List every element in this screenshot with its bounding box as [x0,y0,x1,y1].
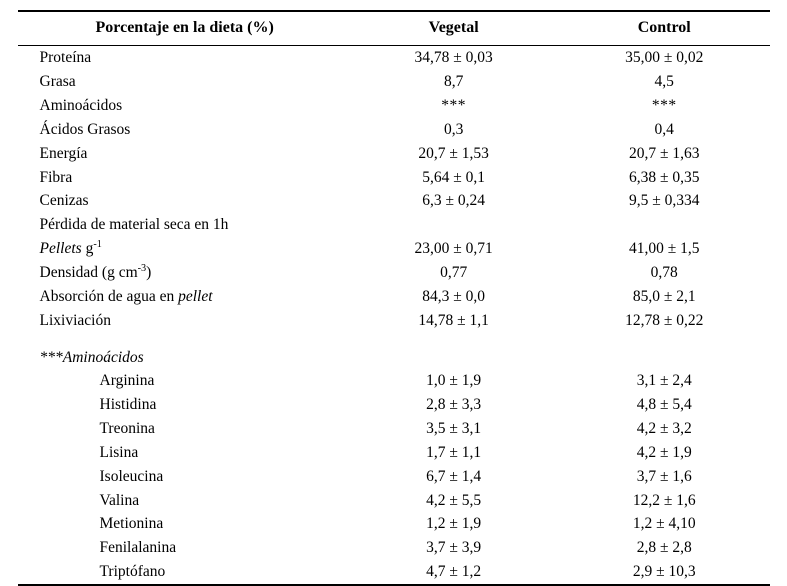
table-row [18,512,770,536]
row-label: Ácidos Grasos [39,120,131,138]
table-row [18,308,770,332]
row-value-vegetal: 2,8 ± 3,3 [426,396,482,414]
row-value-vegetal: 1,7 ± 1,1 [426,443,482,461]
row-value-control: 20,7 ± 1,63 [628,144,700,162]
row-value-control: 6,38 ± 0,35 [628,168,700,186]
row-value-control: 3,1 ± 2,4 [636,372,692,390]
row-label: Triptófano [99,563,166,581]
section-title-spacer-control [559,345,770,369]
row-value-control: 35,00 ± 0,02 [625,49,704,67]
row-label-plain: g [81,240,94,258]
table-row [18,417,770,441]
row-value-vegetal: 34,78 ± 0,03 [414,49,493,67]
row-value-vegetal: 23,00 ± 0,71 [414,240,493,258]
table-row [18,393,770,417]
row-label: Treonina [99,420,155,438]
row-value-vegetal: 4,2 ± 5,5 [426,491,482,509]
table-row [18,284,770,308]
row-value-vegetal: 84,3 ± 0,0 [422,287,486,305]
row-value-vegetal: 6,7 ± 1,4 [426,467,482,485]
row-value-vegetal: 5,64 ± 0,1 [422,168,486,186]
section-title-spacer-vegetal [348,345,559,369]
header-row [18,12,770,46]
row-label: Pérdida de material seca en 1h [39,216,229,234]
table-row [18,488,770,512]
table-row [18,213,770,237]
table-row [18,189,770,213]
table-row [18,369,770,393]
section-title-row [18,345,770,369]
row-value-control: 4,2 ± 1,9 [636,443,692,461]
row-value-vegetal: 0,77 [440,263,468,281]
row-label: Aminoácidos [39,97,123,115]
row-value-control: 12,78 ± 0,22 [625,311,704,329]
row-value-control: 4,8 ± 5,4 [636,396,692,414]
row-label: Valina [99,491,140,509]
table-row [18,464,770,488]
amino-acids-section-title: ***Aminoácidos [39,348,144,366]
row-label-italic: Pellets [39,240,82,258]
table-row [18,237,770,261]
row-value-vegetal: 4,7 ± 1,2 [426,563,482,581]
row-label [18,237,349,261]
row-value-control: 2,9 ± 10,3 [632,563,696,581]
row-label: Lixiviación [39,311,111,329]
table-row [18,441,770,465]
table-row [18,536,770,560]
row-label-superscript: -3 [137,262,147,274]
row-value-vegetal: 3,5 ± 3,1 [426,420,482,438]
row-value-vegetal: 8,7 [443,73,464,91]
row-label: Proteína [39,49,92,67]
row-label-plain-pre: Absorción de agua en [39,287,179,305]
row-value-control: 9,5 ± 0,334 [628,192,700,210]
row-value-vegetal [348,213,559,237]
table-header [18,11,770,46]
diet-composition-table [18,10,770,586]
table-row [18,118,770,142]
row-label: Metionina [99,515,164,533]
row-label: Lisina [99,443,139,461]
row-label [18,261,349,285]
row-value-control: *** [651,97,677,115]
row-label: Fenilalanina [99,539,177,557]
table-row [18,70,770,94]
row-label-plain-post: ) [146,263,152,281]
row-value-control: 3,7 ± 1,6 [636,467,692,485]
row-label: Cenizas [39,192,89,210]
row-label: Histidina [99,396,157,414]
row-label: Isoleucina [99,467,164,485]
row-value-vegetal: *** [441,97,467,115]
row-label: Energía [39,144,88,162]
row-value-vegetal: 3,7 ± 3,9 [426,539,482,557]
row-label [18,284,349,308]
table-row [18,141,770,165]
section-spacer [18,332,770,345]
top-margin [0,0,787,10]
row-value-vegetal: 6,3 ± 0,24 [422,192,486,210]
row-label: Grasa [39,73,76,91]
row-value-vegetal: 1,2 ± 1,9 [426,515,482,533]
row-value-vegetal: 0,3 [443,120,464,138]
row-value-control: 12,2 ± 1,6 [632,491,696,509]
column-header-vegetal: Vegetal [428,19,479,36]
row-value-control: 85,0 ± 2,1 [632,287,696,305]
row-label-superscript: -1 [93,238,102,250]
table-row [18,560,770,585]
row-value-vegetal: 20,7 ± 1,53 [418,144,489,162]
bottom-rule [18,585,770,586]
row-label-plain-pre: Densidad (g cm [39,263,138,281]
row-value-control: 4,2 ± 3,2 [636,420,692,438]
table-row [18,94,770,118]
row-value-vegetal: 14,78 ± 1,1 [418,311,489,329]
row-value-control: 0,78 [650,263,678,281]
row-value-vegetal: 1,0 ± 1,9 [426,372,482,390]
table-row [18,261,770,285]
row-value-control: 1,2 ± 4,10 [632,515,696,533]
table-body [18,46,770,586]
row-value-control: 41,00 ± 1,5 [628,240,700,258]
row-label-italic: pellet [178,287,213,305]
table-row [18,165,770,189]
column-header-control: Control [637,19,691,36]
table-row [18,46,770,70]
row-value-control [559,213,770,237]
row-value-control: 0,4 [654,120,674,138]
row-label: Fibra [39,168,73,186]
column-header-label: Porcentaje en la dieta (%) [95,19,274,36]
row-label: Arginina [99,372,155,390]
row-value-control: 4,5 [654,73,674,91]
row-value-control: 2,8 ± 2,8 [636,539,692,557]
